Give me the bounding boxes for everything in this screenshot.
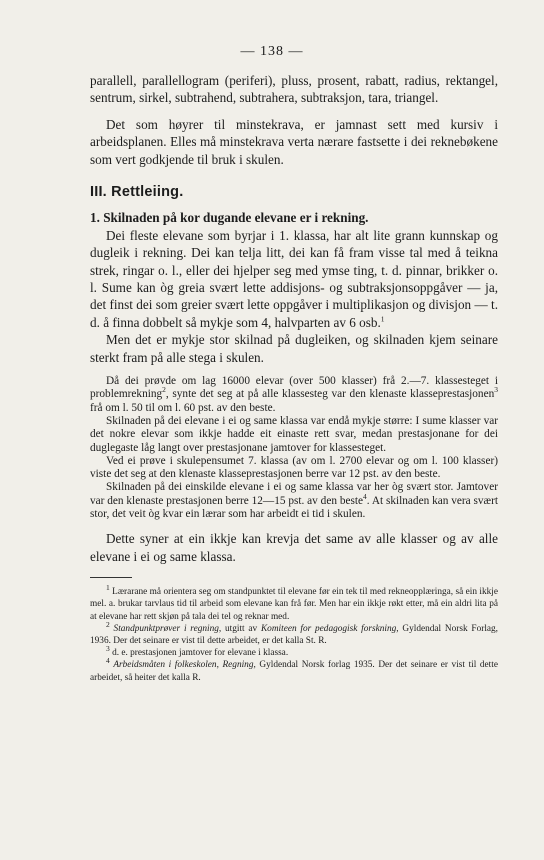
footnote-1-text: Lærarane må orientera seg om standpunktet til elevane før ein tek til med rekneopplæringa, så ein ikkje mel. a. brukar tarvlaus tid til arbeid som elevane kan frå før. Men har ein ikkje røkt etter, må ein aldri lita på at elevane har rett skjøn på tala dei tel og reknar med. (90, 587, 498, 622)
small-paragraph-4-text-b: . At skilnaden kan vera svært stor, det veit òg kvar ein lærar som har arbeidt ei tid i skulen. (90, 494, 498, 521)
footnote-ref-2[interactable]: 2 (162, 385, 166, 395)
footnote-4-rest: Gyldendal Norsk forlag 1935. Der det seinare er vist til dette arbeidet, så heiter det kalla R. (90, 660, 498, 683)
footnote-2-title: Standpunktprøver i regning, (113, 623, 222, 634)
footnote-ref-1[interactable]: 1 (380, 314, 385, 324)
small-paragraph-3: Ved ei prøve i skulepensumet 7. klassa (av om l. 2700 elevar og om l. 100 klasser) viste det seg at den klenaste klasseprestasjonen berre var 12 pst. av den beste. (90, 454, 498, 481)
section-heading: III. Rettleiing. (90, 184, 184, 201)
footnote-1 (90, 583, 498, 623)
page-number: — 138 — (240, 44, 304, 59)
footnotes (90, 583, 499, 684)
small-paragraph-4-text-a: Skilnaden på dei einskilde elevane i ei og same klassa var her òg svært stor. Jamtover var den klenaste prestasjonen berre 12—15 pst. av den beste (90, 481, 498, 507)
footnote-2-mark: 2 (106, 619, 110, 629)
small-paragraph-2: Skilnaden på dei elevane i ei og same klassa var endå mykje større: I sume klasser var det nokre elevar som ikkje hadde eit einaste rett svar, medan prestasjonane for dei duglegaste låg langt over prestasjonane jamtover for klassesteget. (90, 414, 498, 454)
footnote-2-rest: Gyldendal Norsk Forlag, 1936. Der det seinare er vist til dette arbeidet, er det kalla St. R. (90, 623, 499, 646)
footnote-ref-3[interactable]: 3 (494, 385, 498, 395)
footnote-2-mid: utgitt av (221, 623, 261, 634)
small-paragraph-1-text-c: frå om l. 50 til om l. 60 pst. av den beste. (90, 401, 276, 414)
small-paragraph-1-text-b: , synte det seg at på alle klassesteg var den klenaste klasseprestasjonen (165, 388, 495, 401)
footnote-2 (90, 619, 499, 647)
closing-paragraph: Dette syner at ein ikkje kan krevja det same av alle klasser og av alle elevane i ei og same klassa. (90, 531, 498, 564)
footnote-2-publisher: Komiteen for pedagogisk forskning, (260, 623, 399, 634)
body-paragraph-1-text: Dei fleste elevane som byrjar i 1. klassa, har alt lite grann kunnskap og dugleik i rekning. Dei kan telja litt, dei kan få fram visse tal med å teikna strek, ringar o. l., eller dei hjelper seg med ymse ting, t. d. pinnar, brikker o. l. Sume kan òg greia svært lette addisjons- og subtraksjonsoppgåver — ja, det finst dei som greier svært lette oppgåver i multiplikasjon og divisjon — t. d. å finna dobbelt så mykje som 4, halvparten av 6 osb. (90, 227, 498, 330)
footnote-3-mark: 3 (106, 644, 110, 654)
body-paragraph-2: Men det er mykje stor skilnad på dugleiken, og skilnaden kjem seinare sterkt fram på alle stega i skulen. (90, 332, 498, 365)
footnote-separator (90, 577, 132, 578)
small-paragraph-4 (90, 481, 498, 521)
intro-terms-paragraph: parallell, parallellogram (periferi), pluss, prosent, rabatt, radius, rektangel, sentrum, sirkel, subtrahend, subtrahera, subtraksjon, tara, triangel. (90, 73, 498, 106)
footnote-4-mark: 4 (106, 656, 110, 666)
section-subheading: 1. Skilnaden på kor dugande elevane er i rekning. (90, 210, 369, 226)
footnote-3-text: d. e. prestasjonen jamtover for elevane i klassa. (112, 648, 289, 659)
intro-requirements-paragraph: Det som høyrer til minstekrava, er jamnast sett med kursiv i arbeidsplanen. Elles må minstekrava verta nærare fastsette i dei reknebøkene som vert godkjende til bruk i skulen. (90, 116, 498, 167)
small-paragraph-1 (90, 375, 498, 415)
small-print-block (90, 375, 498, 521)
footnote-1-mark: 1 (106, 583, 110, 593)
small-paragraph-1-text-a: Då dei prøvde om lag 16000 elevar (over 500 klasser) frå 2.—7. klassesteget i problemrekning (90, 375, 498, 401)
body-paragraph-1 (90, 227, 498, 331)
footnote-4 (90, 656, 498, 683)
footnote-4-title: Arbeidsmåten i folkeskolen, Regning, (113, 660, 256, 671)
footnote-ref-4[interactable]: 4 (363, 492, 367, 501)
page-content (90, 72, 498, 684)
footnote-3 (90, 644, 498, 659)
